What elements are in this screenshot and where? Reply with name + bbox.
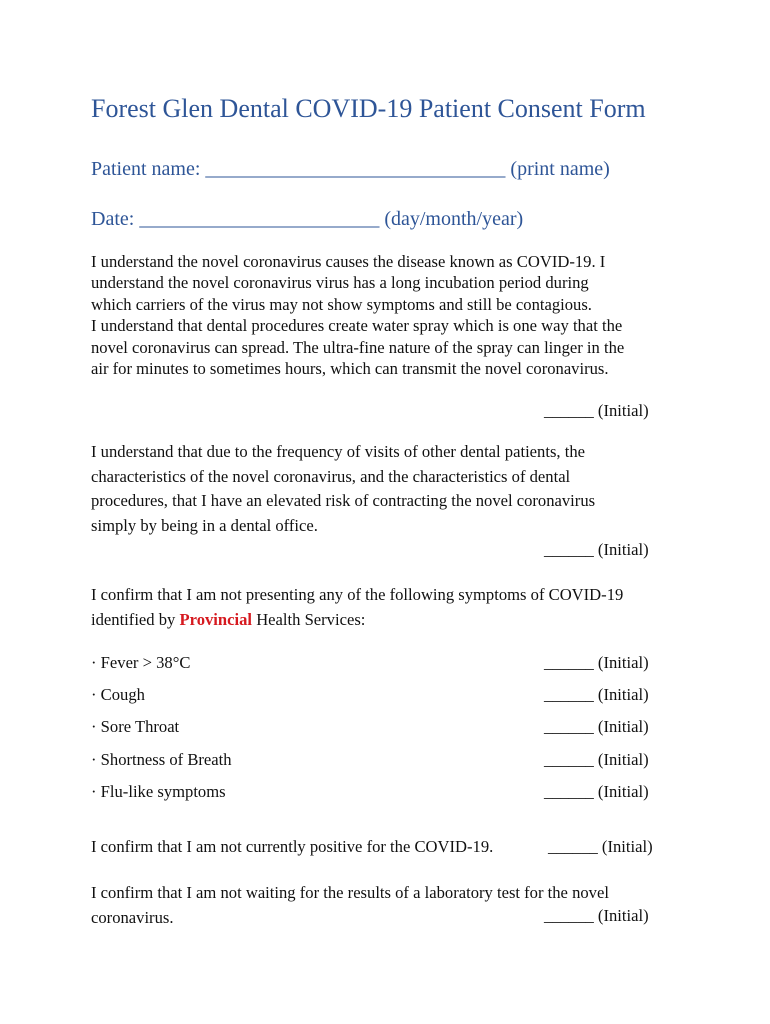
date-label: Date: [91,208,135,230]
paragraph-line: I understand the novel coronavirus causes the disease known as COVID-19. I [91,252,606,271]
patient-name-label: Patient name: [91,158,201,180]
initial-field-not-waiting[interactable]: ______ (Initial) [544,906,649,925]
initial-field-fever[interactable]: ______ (Initial) [544,653,649,672]
symptom-flu-like: · Flu-like symptoms [91,782,226,801]
paragraph-line: coronavirus. [91,907,174,927]
symptom-shortness-of-breath: · Shortness of Breath [91,750,232,769]
patient-name-hint: (print name) [510,158,610,180]
confirm-not-positive: I confirm that I am not currently positive for the COVID-19. [91,837,494,856]
paragraph-line: I confirm that I am not presenting any of the following symptoms of COVID-19 [91,585,624,604]
paragraph-symptoms-intro [91,583,691,632]
patient-name-row [91,158,610,181]
date-hint: (day/month/year) [384,208,524,230]
paragraph-line: characteristics of the novel coronavirus, and the characteristics of dental [91,466,571,486]
initial-field-shortness-of-breath[interactable]: ______ (Initial) [544,750,649,769]
date-row [91,208,523,231]
paragraph-elevated-risk [91,440,691,538]
paragraph-line: understand the novel coronavirus virus has a long incubation period during [91,273,589,293]
page-title: Forest Glen Dental COVID-19 Patient Consent Form [91,94,646,123]
paragraph-line: I understand that dental procedures create water spray which is one way that the [91,316,623,336]
paragraph-line: simply by being in a dental office. [91,515,318,535]
paragraph-line: novel coronavirus can spread. The ultra-fine nature of the spray can linger in the [91,337,625,357]
initial-field-not-positive[interactable]: ______ (Initial) [548,837,653,856]
initial-field-paragraph2[interactable]: ______ (Initial) [544,540,649,559]
initial-field-flu-like[interactable]: ______ (Initial) [544,782,649,801]
initial-field-paragraph1[interactable]: ______ (Initial) [544,401,649,420]
paragraph-line: which carriers of the virus may not show symptoms and still be contagious. [91,294,592,314]
patient-name-field[interactable]: ______________________________ [205,158,506,180]
paragraph-text: Health Services: [256,609,366,629]
symptom-sore-throat: · Sore Throat [91,717,180,736]
initial-field-cough[interactable]: ______ (Initial) [544,685,649,704]
paragraph-incubation [91,251,691,379]
paragraph-line: I confirm that I am not waiting for the results of a laboratory test for the novel [91,883,609,902]
paragraph-text: identified by [91,609,176,629]
symptom-fever: · Fever > 38°C [91,653,191,672]
symptom-cough: · Cough [91,685,145,704]
provincial-highlight: Provincial [179,609,253,629]
paragraph-line: air for minutes to sometimes hours, which can transmit the novel coronavirus. [91,359,609,379]
paragraph-line [91,608,691,633]
date-field[interactable]: ________________________ [139,208,380,230]
paragraph-line: I understand that due to the frequency of visits of other dental patients, the [91,442,585,461]
initial-field-sore-throat[interactable]: ______ (Initial) [544,717,649,736]
paragraph-line: procedures, that I have an elevated risk of contracting the novel coronavirus [91,491,596,510]
